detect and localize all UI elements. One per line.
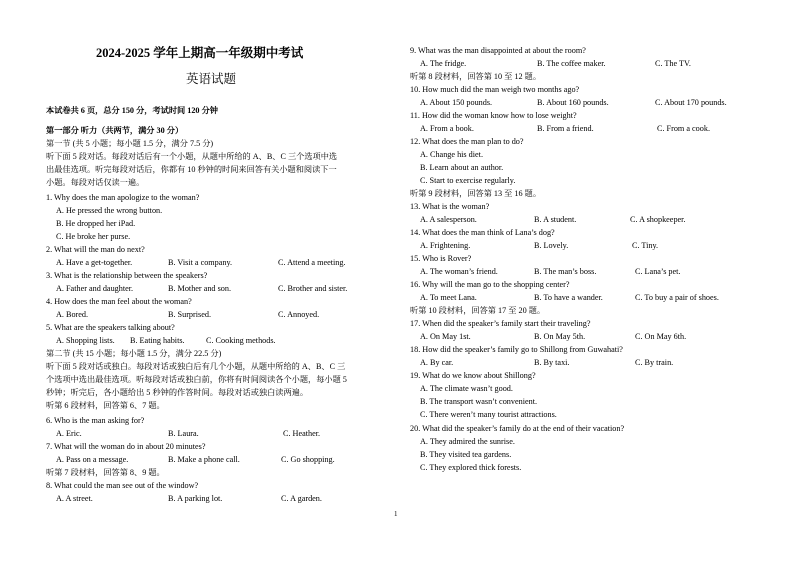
section2-instruction-line: 个选项中选出最佳选项。听每段对话或独白前，你将有时间阅读各个小题，每小题 5 bbox=[46, 375, 347, 384]
question-option: B. He dropped her iPad. bbox=[56, 219, 136, 228]
section2-heading: 第二节 (共 15 小题；每小题 1.5 分，满分 22.5 分) bbox=[46, 349, 222, 358]
question-option: C. They explored thick forests. bbox=[420, 463, 522, 472]
question-option: B. Laura. bbox=[168, 429, 199, 438]
question-option: A. Frightening. bbox=[420, 241, 471, 250]
exam-title: 2024-2025 学年上期高一年级期中考试 bbox=[96, 46, 304, 60]
question-option: C. Heather. bbox=[283, 429, 321, 438]
question-option: C. There weren’t many tourist attractions. bbox=[420, 410, 557, 419]
question-stem: 4. How does the man feel about the woman? bbox=[46, 297, 192, 306]
question-option: A. From a book. bbox=[420, 124, 474, 133]
question-stem: 3. What is the relationship between the speakers? bbox=[46, 271, 208, 280]
question-stem: 9. What was the man disappointed at about the room? bbox=[410, 46, 586, 55]
question-option: B. The transport wasn’t convenient. bbox=[420, 397, 538, 406]
page-number: 1 bbox=[394, 510, 398, 518]
question-option: C. Go shopping. bbox=[281, 455, 335, 464]
question-stem: 12. What does the man plan to do? bbox=[410, 137, 524, 146]
question-option: A. A street. bbox=[56, 494, 93, 503]
question-option: B. The man’s boss. bbox=[534, 267, 597, 276]
question-option: B. About 160 pounds. bbox=[537, 98, 609, 107]
question-option: B. On May 5th. bbox=[534, 332, 586, 341]
question-option: B. Visit a company. bbox=[168, 258, 233, 267]
material-note: 听第 9 段材料，回答第 13 至 16 题。 bbox=[410, 189, 542, 198]
question-option: B. From a friend. bbox=[537, 124, 594, 133]
question-stem: 2. What will the man do next? bbox=[46, 245, 145, 254]
question-option: B. To have a wander. bbox=[534, 293, 603, 302]
question-option: B. Learn about an author. bbox=[420, 163, 504, 172]
question-option: C. Annoyed. bbox=[278, 310, 320, 319]
question-option: A. About 150 pounds. bbox=[420, 98, 493, 107]
question-stem: 17. When did the speaker’s family start their traveling? bbox=[410, 319, 591, 328]
question-stem: 6. Who is the man asking for? bbox=[46, 416, 145, 425]
question-option: A. They admired the sunrise. bbox=[420, 437, 515, 446]
question-option: A. To meet Lana. bbox=[420, 293, 477, 302]
section1-instruction-line: 小题。每段对话仅读一遍。 bbox=[46, 178, 145, 187]
question-stem: 14. What does the man think of Lana’s dog? bbox=[410, 228, 555, 237]
question-stem: 5. What are the speakers talking about? bbox=[46, 323, 175, 332]
question-option: A. By car. bbox=[420, 358, 454, 367]
question-stem: 13. What is the woman? bbox=[410, 202, 490, 211]
question-option: B. A student. bbox=[534, 215, 577, 224]
question-option: A. Change his diet. bbox=[420, 150, 483, 159]
question-stem: 19. What do we know about Shillong? bbox=[410, 371, 536, 380]
question-stem: 1. Why does the man apologize to the woman? bbox=[46, 193, 200, 202]
question-option: B. A parking lot. bbox=[168, 494, 223, 503]
material-note: 听第 10 段材料，回答第 17 至 20 题。 bbox=[410, 306, 546, 315]
section2-instruction-line: 秒钟；听完后，各小题给出 5 秒钟的作答时间。每段对话或独白读两遍。 bbox=[46, 388, 309, 397]
question-option: C. The TV. bbox=[655, 59, 691, 68]
question-option: A. He pressed the wrong button. bbox=[56, 206, 163, 215]
exam-info: 本试卷共 6 页，总分 150 分，考试时间 120 分钟 bbox=[46, 106, 218, 115]
question-stem: 16. Why will the man go to the shopping center? bbox=[410, 280, 570, 289]
question-option: C. About 170 pounds. bbox=[655, 98, 727, 107]
question-stem: 18. How did the speaker’s family go to Shillong from Guwahati? bbox=[410, 345, 623, 354]
question-option: C. Attend a meeting. bbox=[278, 258, 346, 267]
question-option: A. Bored. bbox=[56, 310, 89, 319]
question-option: B. Make a phone call. bbox=[168, 455, 240, 464]
question-option: C. Lana’s pet. bbox=[635, 267, 681, 276]
section1-instruction-line: 出最佳选项。听完每段对话后，你都有 10 秒钟的时间来回答有关小题和阅读下一 bbox=[46, 165, 337, 174]
question-option: C. A garden. bbox=[281, 494, 322, 503]
question-option: C. To buy a pair of shoes. bbox=[635, 293, 719, 302]
question-option: C. Tiny. bbox=[632, 241, 659, 250]
material-note: 听第 6 段材料，回答第 6、7 题。 bbox=[46, 401, 165, 410]
material-note: 听第 8 段材料，回答第 10 至 12 题。 bbox=[410, 72, 542, 81]
question-stem: 7. What will the woman do in about 20 minutes? bbox=[46, 442, 206, 451]
exam-subtitle: 英语试题 bbox=[186, 72, 237, 86]
question-option: B. Surprised. bbox=[168, 310, 211, 319]
question-stem: 10. How much did the man weigh two months ago? bbox=[410, 85, 580, 94]
part1-heading: 第一部分 听力（共两节，满分 30 分） bbox=[46, 126, 184, 135]
question-option: A. The fridge. bbox=[420, 59, 467, 68]
question-option: B. By taxi. bbox=[534, 358, 570, 367]
question-option: C. On May 6th. bbox=[635, 332, 687, 341]
question-option: C. Start to exercise regularly. bbox=[420, 176, 516, 185]
question-option: B. Mother and son. bbox=[168, 284, 231, 293]
question-option: C. A shopkeeper. bbox=[630, 215, 686, 224]
question-stem: 8. What could the man see out of the window? bbox=[46, 481, 199, 490]
question-option: C. Cooking methods. bbox=[206, 336, 276, 345]
question-option: A. Have a get-together. bbox=[56, 258, 133, 267]
question-option: C. Brother and sister. bbox=[278, 284, 348, 293]
question-option: A. Eric. bbox=[56, 429, 82, 438]
question-option: A. On May 1st. bbox=[420, 332, 471, 341]
question-option: B. Eating habits. bbox=[130, 336, 185, 345]
question-option: B. Lovely. bbox=[534, 241, 569, 250]
question-stem: 15. Who is Rover? bbox=[410, 254, 472, 263]
question-option: A. A salesperson. bbox=[420, 215, 477, 224]
question-stem: 20. What did the speaker’s family do at the end of their vacation? bbox=[410, 424, 625, 433]
section1-heading: 第一节 (共 5 小题；每小题 1.5 分，满分 7.5 分) bbox=[46, 139, 214, 148]
section2-instruction-line: 听下面 5 段对话或独白。每段对话或独白后有几个小题，从题中所给的 A、B、C 三 bbox=[46, 362, 346, 371]
question-option: A. Pass on a message. bbox=[56, 455, 129, 464]
question-option: A. The climate wasn’t good. bbox=[420, 384, 513, 393]
question-option: A. Father and daughter. bbox=[56, 284, 134, 293]
question-option: A. The woman’s friend. bbox=[420, 267, 498, 276]
material-note: 听第 7 段材料，回答第 8、9 题。 bbox=[46, 468, 165, 477]
question-option: B. They visited tea gardens. bbox=[420, 450, 512, 459]
question-option: A. Shopping lists. bbox=[56, 336, 115, 345]
section1-instruction-line: 听下面 5 段对话。每段对话后有一个小题，从题中所给的 A、B、C 三个选项中选 bbox=[46, 152, 338, 161]
question-option: C. By train. bbox=[635, 358, 674, 367]
question-option: C. He broke her purse. bbox=[56, 232, 131, 241]
question-stem: 11. How did the woman know how to lose weight? bbox=[410, 111, 577, 120]
question-option: B. The coffee maker. bbox=[537, 59, 606, 68]
question-option: C. From a cook. bbox=[657, 124, 710, 133]
